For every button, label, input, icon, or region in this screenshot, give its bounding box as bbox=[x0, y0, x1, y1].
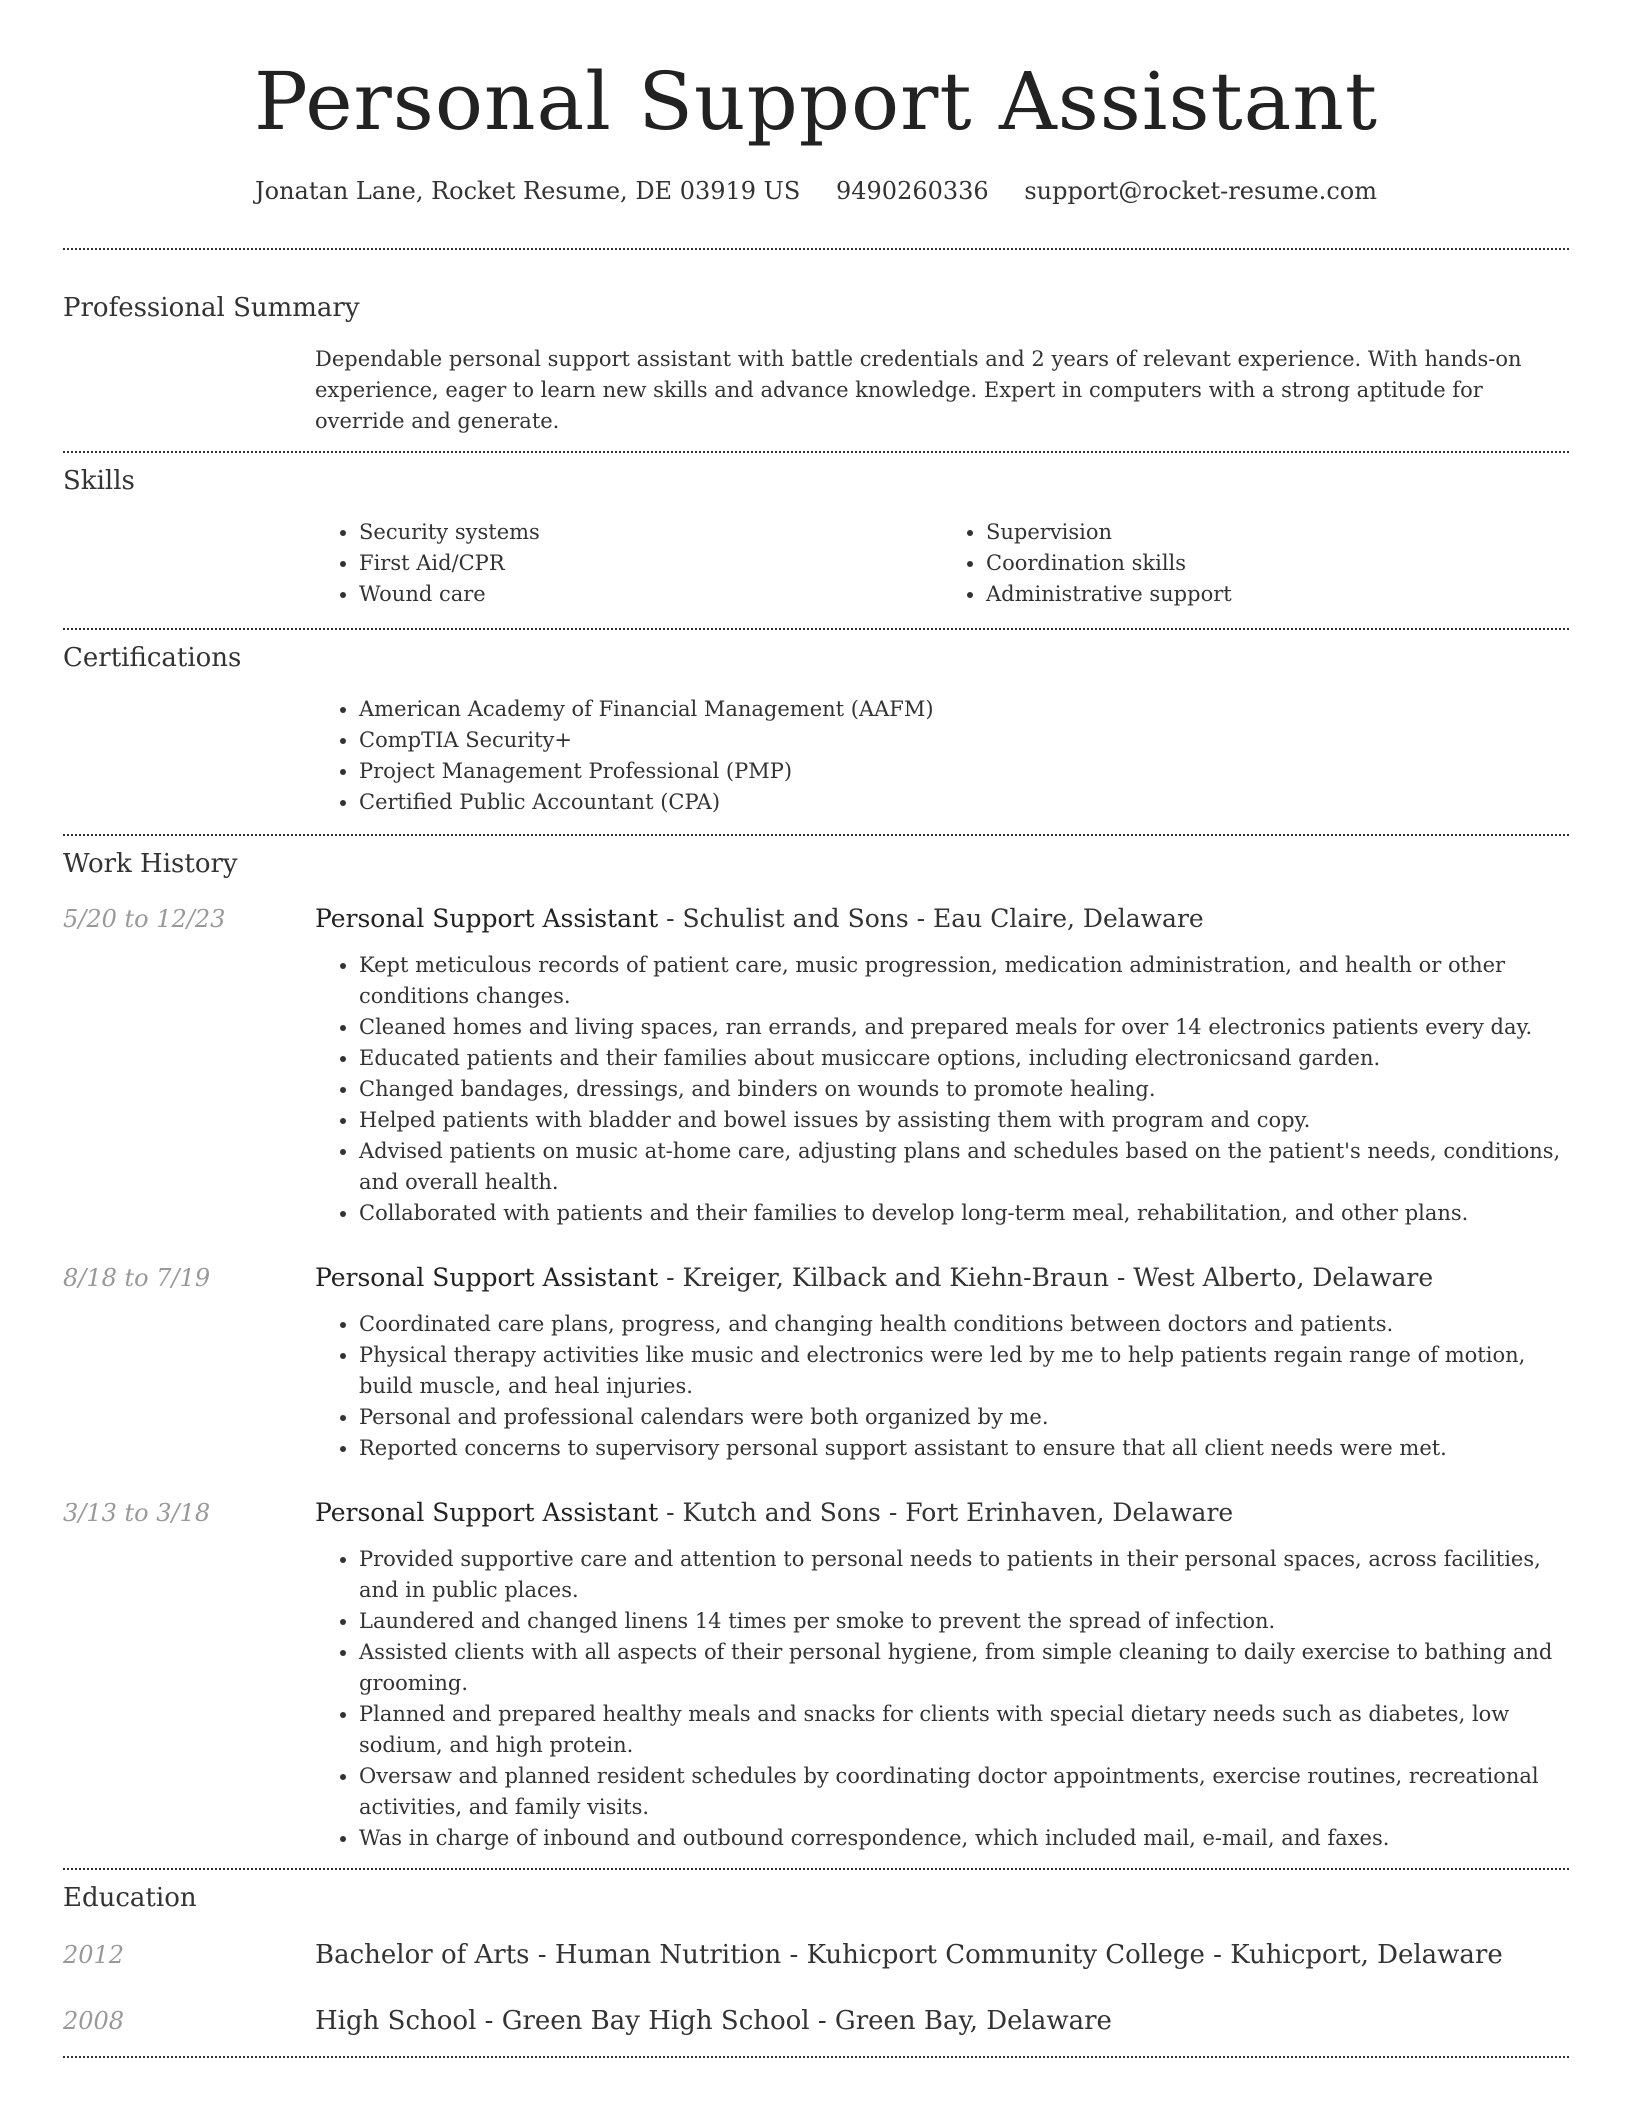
certification-item: • CompTIA Security+ bbox=[359, 725, 1569, 756]
divider bbox=[63, 1868, 1569, 1870]
job-header bbox=[315, 902, 1569, 936]
job-header bbox=[315, 1261, 1569, 1295]
skill-item: • Security systems bbox=[359, 517, 942, 548]
skill-item: • Supervision bbox=[986, 517, 1569, 548]
skills-section bbox=[63, 463, 1569, 610]
education-entry bbox=[63, 1938, 1569, 1972]
job-bullet: • Planned and prepared healthy meals and snacks for clients with special dietary needs such as diabetes, low sodium, and high protein. bbox=[359, 1699, 1569, 1761]
certifications-list-wrap bbox=[315, 694, 1569, 818]
skills-column-left bbox=[315, 517, 942, 610]
job-title: Personal Support Assistant bbox=[315, 904, 659, 933]
resume-page bbox=[63, 0, 1569, 2058]
job-bullet: • Reported concerns to supervisory personal support assistant to ensure that all client needs were met. bbox=[359, 1433, 1569, 1464]
certifications-list bbox=[315, 694, 1569, 818]
divider bbox=[63, 834, 1569, 836]
job-bullet: • Provided supportive care and attention to personal needs to patients in their personal spaces, across facilities, and in public places. bbox=[359, 1544, 1569, 1606]
skill-item: • Wound care bbox=[359, 579, 942, 610]
skill-item: • First Aid/CPR bbox=[359, 548, 942, 579]
divider bbox=[63, 451, 1569, 453]
divider bbox=[63, 2056, 1569, 2058]
work-section bbox=[63, 846, 1569, 1854]
education-degree: Bachelor of Arts - Human Nutrition - Kuhicport Community College - Kuhicport, Delaware bbox=[315, 1940, 1503, 1970]
job-bullet: • Educated patients and their families about musiccare options, including electronicsand garden. bbox=[359, 1043, 1569, 1074]
job-bullet: • Was in charge of inbound and outbound correspondence, which included mail, e-mail, and faxes. bbox=[359, 1823, 1569, 1854]
job-bullet: • Personal and professional calendars were both organized by me. bbox=[359, 1402, 1569, 1433]
education-degree: High School - Green Bay High School - Green Bay, Delaware bbox=[315, 2006, 1112, 2036]
education-year: 2008 bbox=[63, 2007, 125, 2035]
job-title: Personal Support Assistant bbox=[315, 1498, 659, 1527]
job-dates: 5/20 to 12/23 bbox=[63, 905, 226, 933]
certification-item: • American Academy of Financial Management (AAFM) bbox=[359, 694, 1569, 725]
job-employer: - Kutch and Sons - Fort Erinhaven, Delaware bbox=[658, 1498, 1234, 1527]
divider bbox=[63, 248, 1569, 250]
contact-phone: 9490260336 bbox=[836, 177, 989, 205]
job-header bbox=[315, 1496, 1569, 1530]
job-dates: 3/13 to 3/18 bbox=[63, 1499, 211, 1527]
job-bullets bbox=[315, 950, 1569, 1229]
job-employer: - Kreiger, Kilback and Kiehn-Braun - West Alberto, Delaware bbox=[658, 1263, 1434, 1292]
education-heading: Education bbox=[63, 1883, 197, 1913]
job-bullet: • Advised patients on music at-home care, adjusting plans and schedules based on the patient's needs, conditions, and overall health. bbox=[359, 1136, 1569, 1198]
job-bullets bbox=[315, 1309, 1569, 1464]
education-section bbox=[63, 1880, 1569, 2038]
certification-item: • Certified Public Accountant (CPA) bbox=[359, 787, 1569, 818]
certifications-section bbox=[63, 640, 1569, 818]
job-title: Personal Support Assistant bbox=[315, 1263, 659, 1292]
job-bullets-wrap bbox=[315, 1309, 1569, 1464]
divider bbox=[63, 628, 1569, 630]
summary-heading: Professional Summary bbox=[63, 293, 360, 323]
job-bullet: • Changed bandages, dressings, and binders on wounds to promote healing. bbox=[359, 1074, 1569, 1105]
summary-text: Dependable personal support assistant with battle credentials and 2 years of relevant experience. With hands-on experience, eager to learn new skills and advance knowledge. Expert in computers with a strong aptitude for override and generate. bbox=[315, 347, 1522, 433]
job-bullet: • Oversaw and planned resident schedules by coordinating doctor appointments, exercise routines, recreational activities, and family visits. bbox=[359, 1761, 1569, 1823]
job-entry bbox=[63, 902, 1569, 1229]
job-entry bbox=[63, 1261, 1569, 1464]
job-bullets bbox=[315, 1544, 1569, 1854]
job-employer: - Schulist and Sons - Eau Claire, Delaware bbox=[658, 904, 1204, 933]
skill-item: • Administrative support bbox=[986, 579, 1569, 610]
contact-address: Jonatan Lane, Rocket Resume, DE 03919 US bbox=[255, 177, 801, 205]
contact-email: support@rocket-resume.com bbox=[1024, 177, 1377, 205]
skills-heading: Skills bbox=[63, 466, 135, 496]
job-bullets-wrap bbox=[315, 950, 1569, 1229]
summary-section bbox=[63, 290, 1569, 437]
job-bullet: • Laundered and changed linens 14 times per smoke to prevent the spread of infection. bbox=[359, 1606, 1569, 1637]
job-bullet: • Cleaned homes and living spaces, ran errands, and prepared meals for over 14 electronics patients every day. bbox=[359, 1012, 1569, 1043]
contact-line bbox=[63, 174, 1569, 208]
job-bullets-wrap bbox=[315, 1544, 1569, 1854]
job-bullet: • Assisted clients with all aspects of their personal hygiene, from simple cleaning to daily exercise to bathing and grooming. bbox=[359, 1637, 1569, 1699]
resume-title: Personal Support Assistant bbox=[253, 55, 1379, 148]
job-dates: 8/18 to 7/19 bbox=[63, 1264, 211, 1292]
skills-list bbox=[315, 517, 1569, 610]
job-bullet: • Kept meticulous records of patient care, music progression, medication administration, and health or other conditions changes. bbox=[359, 950, 1569, 1012]
job-entry bbox=[63, 1496, 1569, 1854]
certifications-heading: Certifications bbox=[63, 643, 242, 673]
education-year: 2012 bbox=[63, 1941, 125, 1969]
work-heading: Work History bbox=[63, 849, 238, 879]
job-bullet: • Helped patients with bladder and bowel issues by assisting them with program and copy. bbox=[359, 1105, 1569, 1136]
job-bullet: • Coordinated care plans, progress, and changing health conditions between doctors and patients. bbox=[359, 1309, 1569, 1340]
skill-item: • Coordination skills bbox=[986, 548, 1569, 579]
job-bullet: • Collaborated with patients and their families to develop long-term meal, rehabilitation, and other plans. bbox=[359, 1198, 1569, 1229]
skills-column-right bbox=[942, 517, 1569, 610]
education-entry bbox=[63, 2004, 1569, 2038]
job-bullet: • Physical therapy activities like music and electronics were led by me to help patients regain range of motion, build muscle, and heal injuries. bbox=[359, 1340, 1569, 1402]
certification-item: • Project Management Professional (PMP) bbox=[359, 756, 1569, 787]
